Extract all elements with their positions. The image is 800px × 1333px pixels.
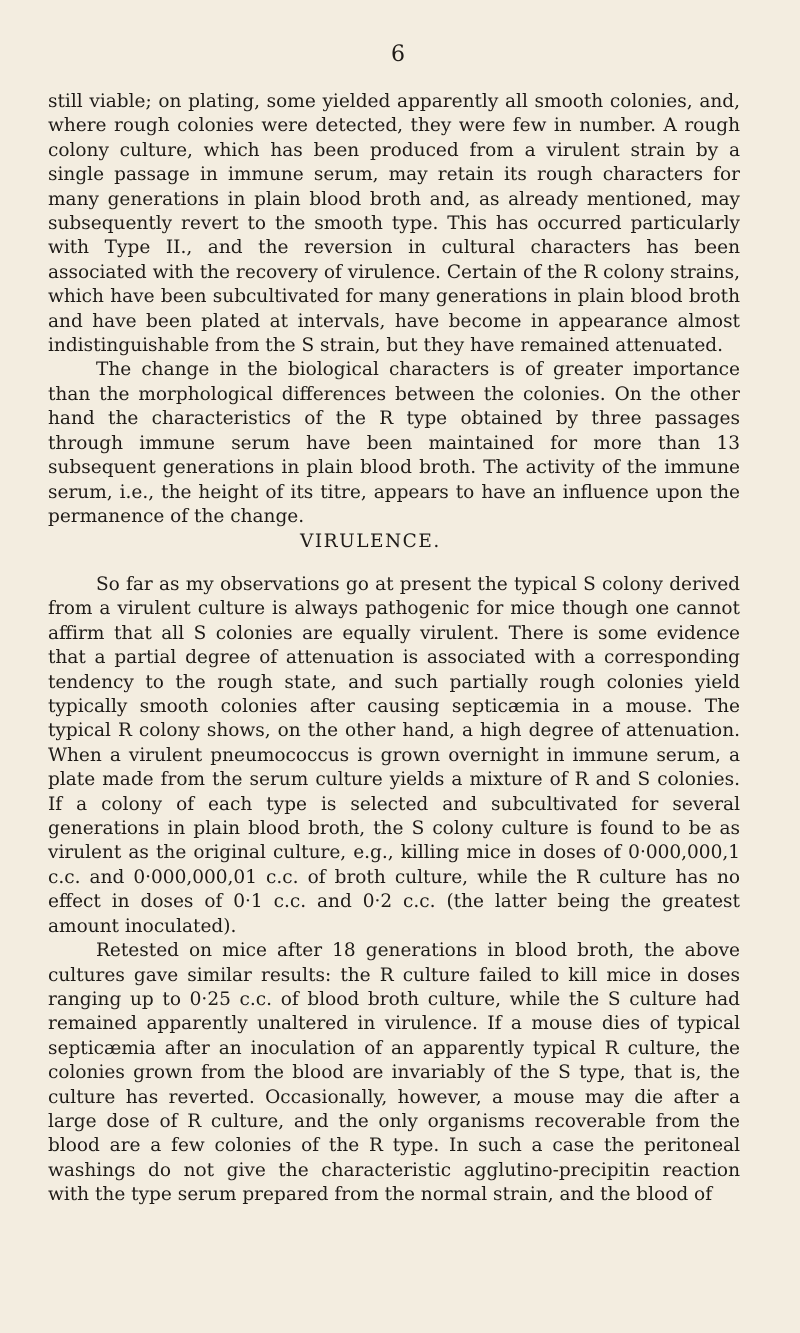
intro-section xyxy=(48,90,740,529)
virulence-heading: VIRULENCE. xyxy=(300,531,441,552)
virulence-paragraph-1: So far as my observations go at present the typical S colony derived from a virulent culture is always pathogenic for mice though one cannot affirm that all S colonies are equally virulent. There is some evidence that a partial degree of attenuation is associated with a corresponding tendency to the rough state, and such partially rough colonies yield typically smooth colonies after causing septicæmia in a mouse. The typical R colony shows, on the other hand, a high degree of attenuation. When a virulent pneumococcus is grown overnight in immune serum, a plate made from the serum culture yields a mixture of R and S colonies. If a colony of each type is selected and subcultivated for several generations in plain blood broth, the S colony culture is found to be as virulent as the original culture, e.g., killing mice in doses of 0·000,000,1 c.c. and 0·000,000,01 c.c. of broth culture, while the R culture has no effect in doses of 0·1 c.c. and 0·2 c.c. (the latter being the greatest amount inoculated). xyxy=(48,574,740,937)
page-number: 6 xyxy=(391,42,405,67)
virulence-paragraph-2: Retested on mice after 18 generations in blood broth, the above cultures gave similar results: the R culture failed to kill mice in doses ranging up to 0·25 c.c. of blood broth culture, while the S culture had remained apparently unaltered in virulence. If a mouse dies of typical septicæmia after an inoculation of an apparently typical R culture, the colonies grown from the blood are invariably of the S type, that is, the culture has reverted. Occasionally, however, a mouse may die after a large dose of R culture, and the only organisms recoverable from the blood are a few colonies of the R type. In such a case the peritoneal washings do not give the characteristic agglutino-precipitin reaction with the type serum prepared from the normal strain, and the blood of xyxy=(48,940,740,1206)
virulence-section xyxy=(48,573,740,1208)
intro-paragraph-1: still viable; on plating, some yielded apparently all smooth colonies, and, where rough colonies were detected, they were few in number. A rough colony culture, which has been produced from a virulent strain by a single passage in immune serum, may retain its rough characters for many generations in plain blood broth and, as already mentioned, may subsequently revert to the smooth type. This has occurred particularly with Type II., and the reversion in cultural characters has been associated with the recovery of virulence. Certain of the R colony strains, which have been subcultivated for many generations in plain blood broth and have been plated at intervals, have become in appearance almost indistinguishable from the S strain, but they have remained attenuated. xyxy=(48,91,740,357)
intro-paragraph-2: The change in the biological characters is of greater importance than the morphological differences between the colonies. On the other hand the characteristics of the R type obtained by three passages through immune serum have been maintained for more than 13 subsequent generations in plain blood broth. The activity of the immune serum, i.e., the height of its titre, appears to have an influence upon the permanence of the change. xyxy=(48,359,740,527)
